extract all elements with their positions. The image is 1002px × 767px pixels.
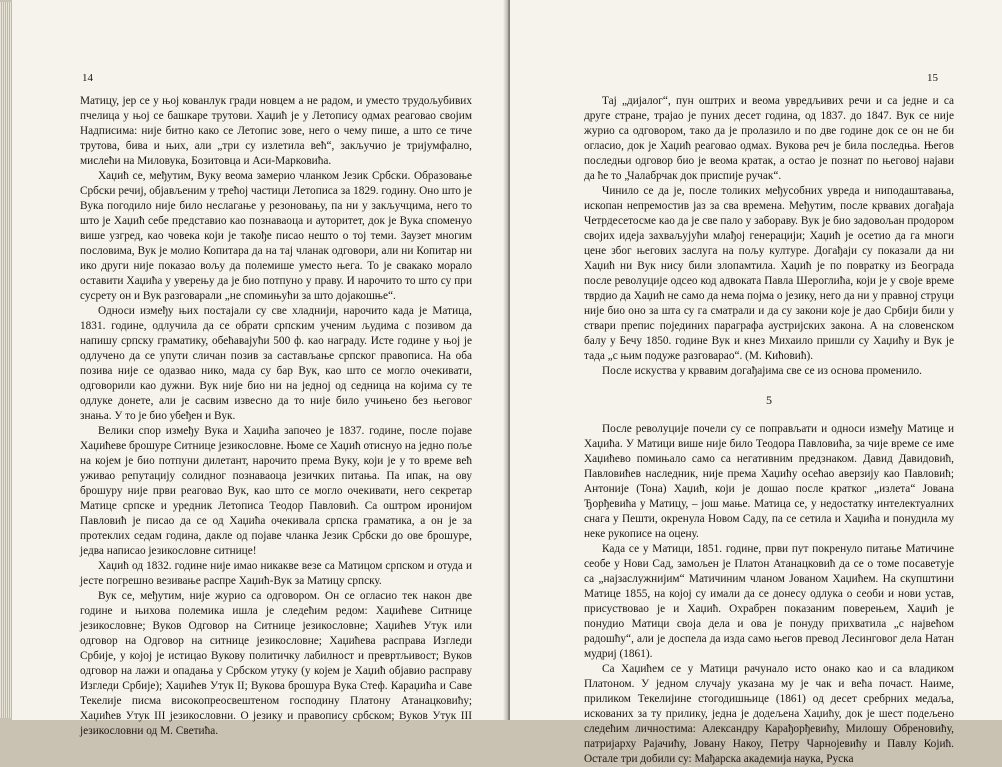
paragraph: Вук се, међутим, није журио са одговором. Он се огласио тек након две године и њихова полемика ишла је следећим редом: Хаџићеве Ситнице језикословне; Вуков Одговор на Ситнице језикословне; Хаџићев Утук или одговор на Одговор на ситнице језикословне; Хаџићева расправа Изгледи Србије, у којој је истицао Вукову политичку лабилност и превртљивост; Вуков одговор на лажи и опадања у Србском утуку (у којем је Хаџић објавио расправу Изгледи Србије); Хаџићев Утук II; Вукова брошура Вука Стеф. Караџића и Саве Текелије писма високопреосвештеном господину Платону Атанацковићу; Хаџићев Утук III језикословни. О језику и правопису србском; Вуков Утук III језикословни од М. Светића. — [80, 590, 472, 737]
paragraph: Са Хаџићем се у Матици рачунало исто онако као и са владиком Платоном. У једном случају указана му је чак и већа почаст. Наиме, приликом Текелијине стогодишњице (1861) од десет сребрних медаља, искованих за ту прилику, једна је додељена Хаџићу, док је шест подељено следећим личностима: Александру Карађорђевићу, Милошу Обреновићу, патријарху Рајачићу, Јовану Накоу, Петру Чарнојевићу и Павлу Којић. Остале три добили су: Мађарска академија наука, Руска — [584, 663, 954, 765]
left-text-column — [80, 94, 472, 739]
paragraph: После искуства у крвавим догађајима све се из основа променило. — [602, 365, 922, 377]
section-number: 5 — [766, 393, 772, 407]
paragraph: Тај „дијалог“, пун оштрих и веома увредљивих речи и са једне и са друге стране, трајао је пуних десет година, од 1837. до 1847. Вук се није журио са одговором, тако да је пролазило и по две године док се он не би огласио, док је Хаџић реаговао одмах. Вукова реч је била последња. Његов последњи одговор био је веома кратак, а остао је познат по његовој најави да ће то „Чалабрчак док приспије ручак“. — [584, 95, 954, 182]
paragraph: Хаџић од 1832. године није имао никакве везе са Матицом српском и отуда и јесте погрешно везивање распре Хаџић-Вук за Матицу српску. — [80, 560, 472, 587]
right-text-column — [584, 94, 954, 767]
paragraph: Велики спор између Вука и Хаџића започео је 1837. године, после појаве Хаџићеве брошуре Ситнице језикословне. Њоме се Хаџић отиснуо на једно поље на којем је био потпуни дилетант, нарочито према Вуку, који је у то време већ уживао репутацију солидног познаваоца језичких питања. Па ипак, на ову брошуру није први реаговао Вук, као што се могло очекивати, него секретар Матице српске и уредник Летописа Теодор Павловић. Са оштром иронијом Павловић је писао да се од Хаџића очекивала српска граматика, а он је за протеклих седам година, дакле од појаве чланка Језик Србски до ове брошуре, једва написао језикословне ситнице! — [80, 425, 472, 557]
left-page — [12, 0, 508, 737]
paragraph: Чинило се да је, после толиких међусобних увреда и ниподаштавања, ископан непремостив јаз за сва времена. Међутим, после крвавих догађаја Четрдесетосме као да је све пало у забораву. Вук је био задовољан продором својих идеја захваљујући млађој генерацији; Хаџић је осетио да га многи цене због његових заслуга на пољу културе. Догађаји су показали да ни Хаџић ни Вук нису били злопамтила. Хаџић је по повратку из Београда после револуције одсео код адвоката Павла Шероглића, који је у своје време тврдио да Хаџић не само да нема појма о језику, него да ни у правној струци није био оно за шта су га сматрали и да су закони које је дао Србији били у ствари препис појединих параграфа аустријских закона. А на словенском балу у Бечу 1850. године Вук и кнез Михаило пришли су Хаџићу и Вук је тада „с њим подуже разговарао“. (М. Кићовић). — [584, 185, 954, 362]
paragraph: Матицу, јер се у њој кованлук гради новцем а не радом, и уместо трудољубивих пчелица у њој се башкаре трутови. Хаџић је у Летопису одмах реаговао својим Надписима: није битно како се Летопис зове, него о чему пише, а што се тиче трутова, бива и њих, али „три су излетила већ“, закључио је тријумфално, мислећи на Миловука, Бозитовца и Аси-Марковића. — [80, 95, 472, 167]
page-number-left: 14 — [82, 72, 93, 84]
paragraph: Хаџић се, међутим, Вуку веома замерио чланком Језик Србски. Образовање Србски речиј, објављеним у трећој частици Летописа за 1829. годину. Оно што је Вука погодило није било неслагање у резоновању, па ни у закључцима, него то што је Хаџић себе представио као познаваоца и ауторитет, док је Вука споменуо више узгред, као човека који је такође писао нешто о тој теми. Заузет многим пословима, Вук је молио Копитара да на тај чланак одговори, али ни Копитар ни ико други није показао вољу да полемише уместо њега. То је свакако морало оставити Хаџића у уверењу да је био потпуно у праву. И нарочито то што су при сусрету он и Вук разговарали „не спомињући за што дојакошње“. — [80, 170, 472, 302]
paragraph: Односи између њих постајали су све хладнији, нарочито када је Матица, 1831. године, одлучила да се обрати српским ученим људима с позивом да напишу српску граматику, обећавајући 500 ф. као награду. Исте године у њој је одлучено да се упути сличан позив за састављање српског правописа. На оба позива није се одазвао нико, мада су бар Вук, као што се могло очекивати, одговорили као дужни. Вук није био ни на једној од седница на којима су те одлуке донете, али је сасвим извесно да то није било учињено без његовог знања. У то је био убеђен и Вук. — [80, 305, 472, 422]
page-number-right: 15 — [927, 72, 938, 84]
page-edges — [0, 2, 12, 718]
paragraph: После револуције почели су се поправљати и односи између Матице и Хаџића. У Матици више није било Теодора Павловића, за чије време се име Хаџићево помињало само са негативним предзнаком. Давид Давидовић, Павловићев наследник, није према Хаџићу осећао аверзију као Павловић; Антоније (Тона) Хаџић, који је дошао после кратког „излета“ Јована Ђорђевића у Матицу, – још мање. Матица се, у недостатку интелектуалних снага у Пешти, окренула Новом Саду, па се сетила и Хаџића и понудила му неке рукописе на оцену. — [584, 423, 954, 540]
right-page — [510, 0, 1002, 765]
paragraph: Када се у Матици, 1851. године, први пут покренуло питање Матичине сеобе у Нови Сад, замољен је Платон Атанацковић да се о томе посаветује са „најзаслужнијим“ Матичиним чланом Јованом Хаџићем. На скупштини Матице 1855, на којој су имали да се донесу одлука о сеоби и нови устав, присуствовао је и Хаџић. Охрабрен показаним поверењем, Хаџић је понудио Матици своја дела и ова је понуду прихватила „с највећом радошћу“, али је доспела да изда само његов превод Лесинговог дела Натан мудриј (1861). — [584, 543, 954, 660]
